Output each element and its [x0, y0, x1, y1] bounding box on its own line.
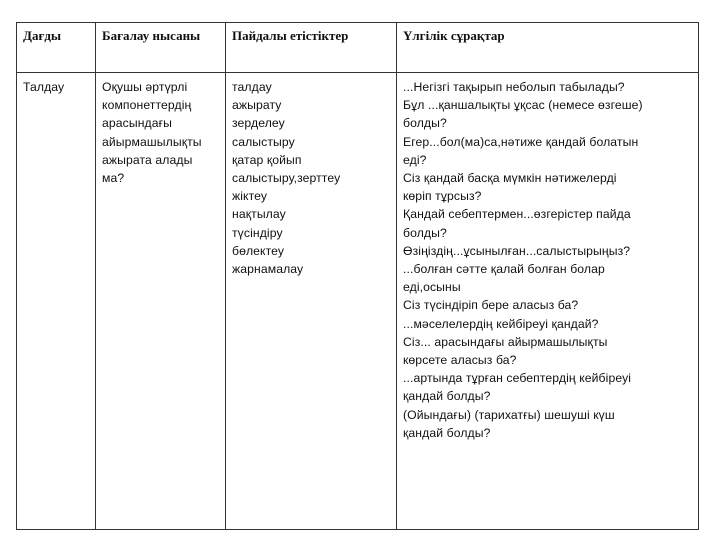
question-line: Қандай себептермен...өзгерістер пайда [403, 207, 631, 222]
question-line: Сіз түсіндіріп бере аласыз ба? [403, 298, 579, 313]
question-line: Сіз қандай басқа мүмкін нәтижелерді [403, 171, 617, 186]
verb-item: қатар қойып [232, 152, 302, 167]
question-line: қандай болды? [403, 425, 491, 440]
table-row [17, 73, 699, 530]
verb-item: нақтылау [232, 207, 286, 222]
header-verbs: Пайдалы етістіктер [226, 23, 397, 73]
assessment-line: Оқушы әртүрлі [102, 80, 188, 94]
header-skill: Дағды [17, 23, 96, 73]
question-line: Бұл ...қаншалықты ұқсас (немесе өзгеше) [403, 98, 643, 113]
verbs-cell [226, 73, 397, 530]
assessment-line: компонеттердің [102, 98, 192, 113]
question-line: ...мәселелердің кейбіреуі қандай? [403, 316, 599, 331]
question-line: еді,осыны [403, 280, 461, 295]
question-line: көрсете аласыз ба? [403, 353, 517, 368]
assessment-line: ажырата алады [102, 152, 193, 167]
verb-item: салыстыру [232, 134, 295, 149]
question-line: болды? [403, 225, 447, 240]
question-line: ...Негізгі тақырып неболып табылады? [403, 80, 625, 94]
question-line: Сіз... арасындағы айырмашылықты [403, 334, 608, 349]
assessment-line: ма? [102, 171, 125, 186]
question-line: ...болған сәтте қалай болған болар [403, 262, 605, 277]
question-line: Өзіңіздің...ұсынылған...салыстырыңыз? [403, 243, 631, 258]
question-line: болды? [403, 116, 447, 131]
verb-item: жіктеу [232, 189, 268, 204]
questions-cell [397, 73, 699, 530]
verb-item: ажырату [232, 98, 282, 113]
verb-item: түсіндіру [232, 225, 283, 240]
verb-item: зерделеу [232, 116, 285, 131]
header-questions: Үлгілік сұрақтар [397, 23, 699, 73]
question-line: көріп тұрсыз? [403, 189, 482, 204]
assessment-line: айырмашылықты [102, 134, 202, 149]
table-header-row [17, 23, 699, 73]
question-line: еді? [403, 152, 427, 167]
verb-item: бөлектеу [232, 243, 285, 258]
assessment-table [16, 22, 699, 530]
verb-item: талдау [232, 80, 272, 94]
question-line: Егер...бол(ма)са,нәтиже қандай болатын [403, 134, 639, 149]
assessment-line: арасындағы [102, 116, 173, 131]
document-page [16, 22, 698, 530]
skill-cell [17, 73, 96, 530]
question-line: (Ойындағы) (тарихатғы) шешуші күш [403, 407, 615, 422]
skill-name: Талдау [23, 80, 65, 94]
question-line: қандай болды? [403, 389, 491, 404]
verb-item: жарнамалау [232, 262, 304, 277]
header-assessment: Бағалау нысаны [96, 23, 226, 73]
question-line: ...артында тұрған себептердің кейбіреуі [403, 371, 632, 386]
assessment-cell [96, 73, 226, 530]
verb-item: салыстыру,зерттеу [232, 171, 341, 186]
